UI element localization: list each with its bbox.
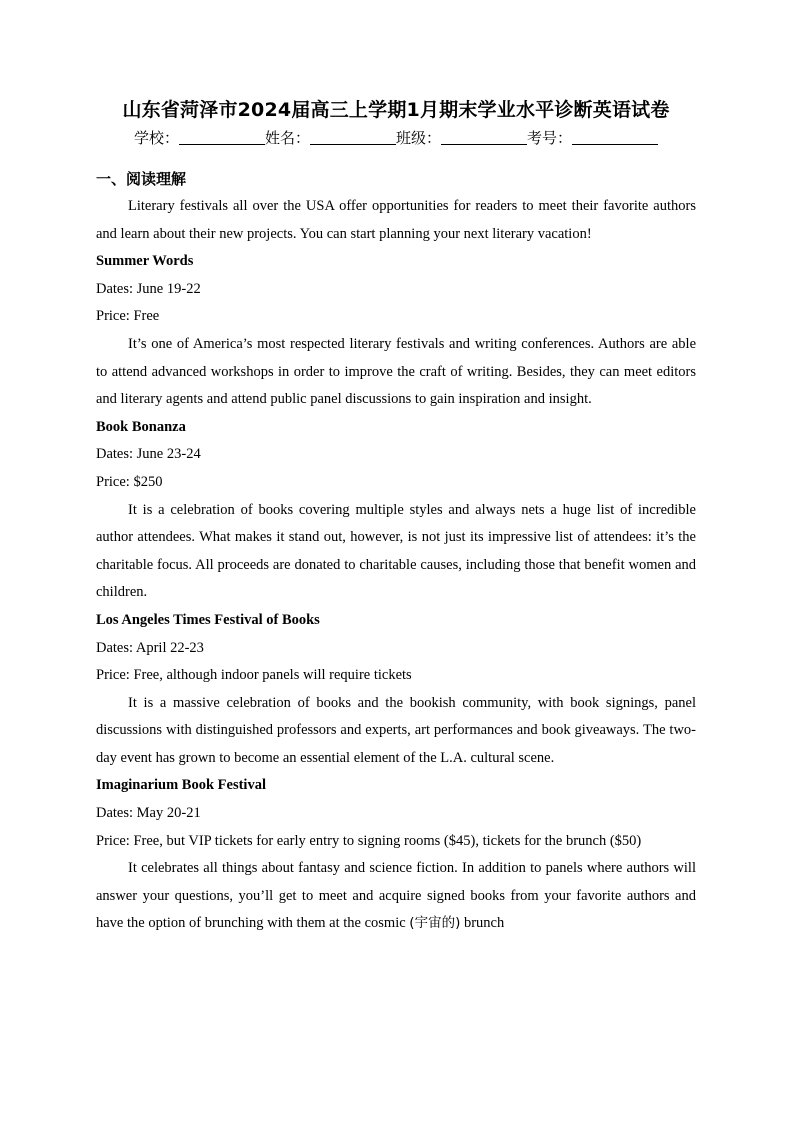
- exam-page: [96, 96, 696, 938]
- festival-name: Imaginarium Book Festival: [96, 777, 266, 794]
- intro-paragraph: Literary festivals all over the USA offer opportunities for readers to meet their favorite authors and learn about their new projects. You can start planning your next literary vacation!: [96, 198, 696, 242]
- festival-dates: Dates: June 19-22: [96, 280, 201, 297]
- festival-description: It is a celebration of books covering multiple styles and always nets a huge list of incredible author attendees. What makes it stand out, however, is not just its impressive list of attendees: it’s the charitable focus. All proceeds are donated to charitable causes, including those that benefit women and children.: [96, 501, 696, 601]
- festival-entry: [96, 607, 696, 773]
- festival-name: Summer Words: [96, 253, 194, 270]
- festival-name: Los Angeles Times Festival of Books: [96, 611, 320, 628]
- festival-entry: [96, 414, 696, 607]
- chinese-gloss: (宇宙的): [409, 915, 461, 932]
- section-heading: 一、阅读理解: [96, 170, 187, 188]
- festival-name: Book Bonanza: [96, 418, 186, 435]
- student-info-line: [96, 124, 696, 152]
- school-blank[interactable]: [179, 129, 265, 145]
- festival-entry: [96, 248, 696, 414]
- festival-description: It is a massive celebration of books and the bookish community, with book signings, panel discussions with distinguished professors and experts, art performances and book giveaways. The two-day event has grown to become an essential element of the L.A. cultural scene.: [96, 694, 696, 766]
- festival-price: Price: $250: [96, 473, 163, 490]
- festival-description: [96, 855, 696, 938]
- number-label: 考号：: [527, 129, 573, 147]
- festival-price: Price: Free: [96, 308, 160, 325]
- description-text-end: brunch: [460, 915, 505, 932]
- name-label: 姓名：: [264, 129, 310, 147]
- festival-dates: Dates: April 22-23: [96, 639, 204, 656]
- name-blank[interactable]: [310, 129, 396, 145]
- festival-dates: Dates: June 23-24: [96, 446, 201, 463]
- school-label: 学校：: [133, 129, 179, 147]
- festival-price: Price: Free, although indoor panels will require tickets: [96, 667, 412, 684]
- class-blank[interactable]: [441, 129, 527, 145]
- festival-dates: Dates: May 20-21: [96, 805, 201, 822]
- festival-entry: [96, 772, 696, 938]
- class-label: 班级：: [396, 129, 442, 147]
- number-blank[interactable]: [572, 129, 658, 145]
- exam-title: 山东省菏泽市2024届高三上学期1月期末学业水平诊断英语试卷: [122, 99, 670, 121]
- festival-description: It’s one of America’s most respected literary festivals and writing conferences. Authors are able to attend advanced workshops in order to improve the craft of writing. Besides, they can meet editors and literary agents and attend public panel discussions to gain inspiration and insight.: [96, 335, 696, 408]
- description-text: It celebrates all things about fantasy and science fiction. In addition to panels where authors will answer your questions, you’ll get to meet and acquire signed books from your favorite authors and have the option of brunching with them at the cosmic: [96, 860, 696, 932]
- festival-price: Price: Free, but VIP tickets for early entry to signing rooms ($45), tickets for the brunch ($50): [96, 832, 642, 849]
